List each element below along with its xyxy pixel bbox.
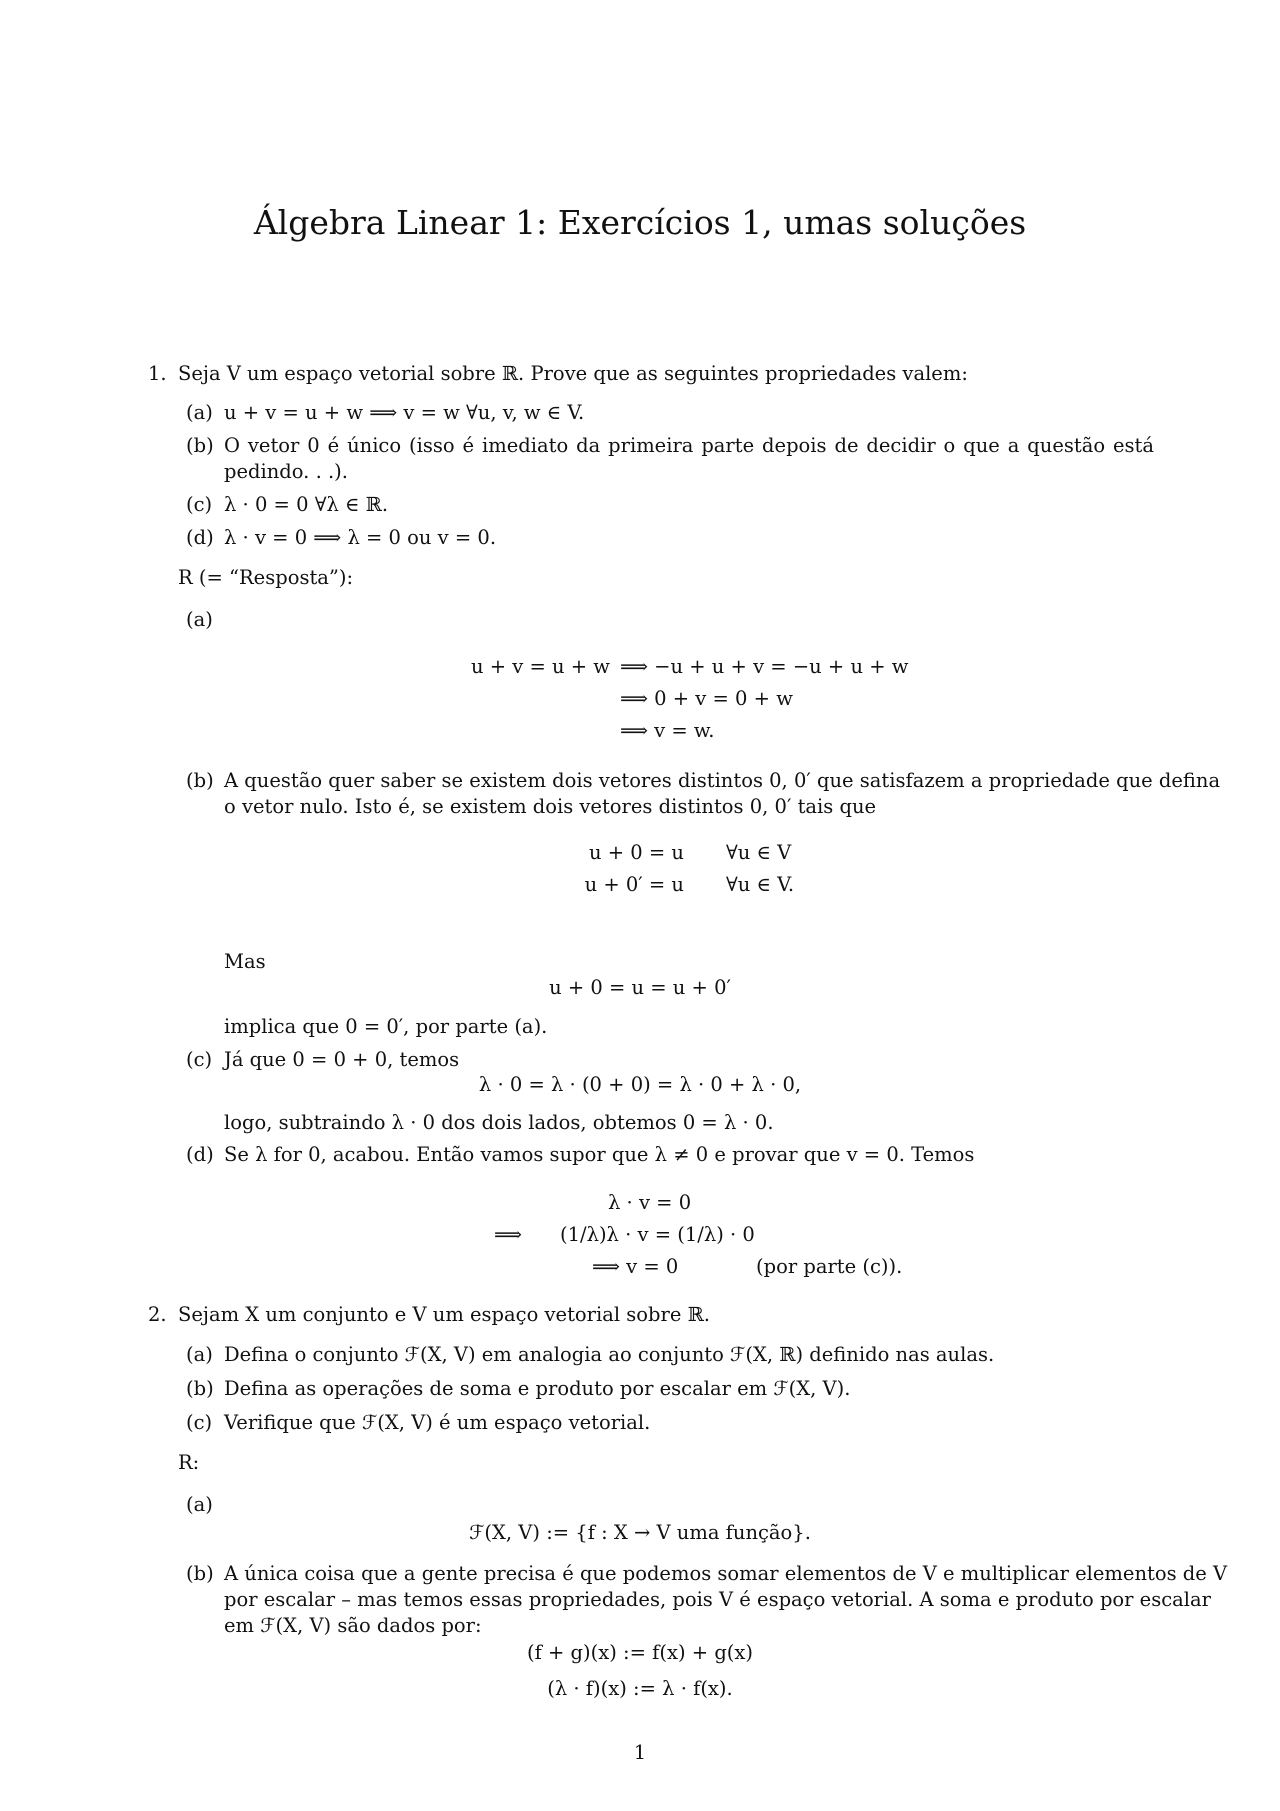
q1-answer-c-conclusion: logo, subtraindo λ · 0 dos dois lados, obtemos 0 = λ · 0.	[224, 1111, 774, 1134]
q1-answer-c-label: (c)	[186, 1048, 213, 1071]
q1-number: 1.	[148, 362, 167, 385]
q2-answer-b-eq1: (f + g)(x) := f(x) + g(x)	[526, 1641, 754, 1664]
q2-item-a-label: (a)	[186, 1343, 213, 1366]
q2-answer-b-line1: A única coisa que a gente precisa é que podemos somar elementos de V e multiplicar elementos de V	[224, 1562, 1228, 1585]
q1-answer-b-conclusion: implica que 0 = 0′, por parte (a).	[224, 1015, 548, 1038]
page-title: Álgebra Linear 1: Exercícios 1, umas soluções	[253, 203, 1027, 242]
q1-statement: Seja V um espaço vetorial sobre ℝ. Prove que as seguintes propriedades valem:	[178, 362, 968, 385]
q2-answer-a-equation: ℱ(X, V) := {f : X → V uma função}.	[469, 1521, 811, 1544]
q2-answer-a-label: (a)	[186, 1493, 213, 1516]
q2-statement: Sejam X um conjunto e V um espaço vetorial sobre ℝ.	[178, 1303, 710, 1326]
q1-answer-b-mas: Mas	[224, 950, 266, 973]
q2-answer-b-eq2: (λ · f)(x) := λ · f(x).	[547, 1677, 733, 1700]
q2-response-heading: R:	[178, 1451, 200, 1474]
q1-answer-b-eq2-rhs: ∀u ∈ V.	[726, 873, 795, 896]
q1-answer-c-text: Já que 0 = 0 + 0, temos	[224, 1048, 460, 1071]
q1-answer-b-line2: o vetor nulo. Isto é, se existem dois vetores distintos 0, 0′ tais que	[224, 795, 877, 818]
q2-answer-b-line3: em ℱ(X, V) são dados por:	[224, 1614, 482, 1637]
q1-answer-d-eq2: (1/λ)λ · v = (1/λ) · 0	[560, 1223, 755, 1246]
q2-item-a-text: Defina o conjunto ℱ(X, V) em analogia ao conjunto ℱ(X, ℝ) definido nas aulas.	[224, 1343, 995, 1366]
q2-item-c-text: Verifique que ℱ(X, V) é um espaço vetorial.	[224, 1411, 651, 1434]
q1-answer-a-label: (a)	[186, 608, 213, 631]
q1-item-c-text: λ · 0 = 0 ∀λ ∈ ℝ.	[224, 493, 389, 516]
q1-answer-c-equation: λ · 0 = λ · (0 + 0) = λ · 0 + λ · 0,	[478, 1073, 802, 1096]
q2-item-b-text: Defina as operações de soma e produto por escalar em ℱ(X, V).	[224, 1377, 851, 1400]
q1-answer-d-label: (d)	[186, 1143, 214, 1166]
page-number: 1	[633, 1741, 647, 1764]
q1-item-b-line1: O vetor 0 é único (isso é imediato da primeira parte depois de decidir o que a questão está	[224, 434, 1154, 457]
q1-answer-d-text: Se λ for 0, acabou. Então vamos supor que λ ≠ 0 e provar que v = 0. Temos	[224, 1143, 975, 1166]
q1-answer-b-eq2-lhs: u + 0′ = u	[584, 873, 684, 896]
q1-item-d-text: λ · v = 0 ⟹ λ = 0 ou v = 0.	[224, 526, 497, 549]
q2-answer-b-label: (b)	[186, 1562, 214, 1585]
q1-answer-a-eq3: ⟹ v = w.	[620, 719, 715, 742]
q1-item-b-line2: pedindo. . .).	[224, 460, 348, 483]
q2-item-c-label: (c)	[186, 1411, 213, 1434]
q1-answer-b-label: (b)	[186, 769, 214, 792]
q1-answer-d-implies: ⟹	[494, 1223, 522, 1246]
q1-item-a-text: u + v = u + w ⟹ v = w ∀u, v, w ∈ V.	[224, 401, 585, 424]
q1-answer-d-eq3: ⟹ v = 0	[592, 1255, 679, 1278]
q2-number: 2.	[148, 1303, 167, 1326]
q1-item-c-label: (c)	[186, 493, 213, 516]
q1-item-d-label: (d)	[186, 526, 214, 549]
q1-item-b-label: (b)	[186, 434, 214, 457]
q2-item-b-label: (b)	[186, 1377, 214, 1400]
q1-item-a-label: (a)	[186, 401, 213, 424]
q2-answer-b-line2: por escalar – mas temos essas propriedades, pois V é espaço vetorial. A soma e produto por escalar	[224, 1588, 1211, 1611]
q1-answer-b-eq1-lhs: u + 0 = u	[589, 841, 684, 864]
q1-answer-b-line1: A questão quer saber se existem dois vetores distintos 0, 0′ que satisfazem a propriedade que defina	[224, 769, 1221, 792]
q1-answer-a-eq1-rhs: ⟹ −u + u + v = −u + u + w	[620, 655, 909, 678]
q1-answer-a-eq1-lhs: u + v = u + w	[470, 655, 610, 678]
q1-answer-b-eq3: u + 0 = u = u + 0′	[549, 976, 731, 999]
q1-answer-b-eq1-rhs: ∀u ∈ V	[726, 841, 792, 864]
q1-answer-a-eq2: ⟹ 0 + v = 0 + w	[620, 687, 793, 710]
q1-response-heading: R (= “Resposta”):	[178, 566, 354, 589]
q1-answer-d-note: (por parte (c)).	[756, 1255, 903, 1278]
q1-answer-d-eq1: λ · v = 0	[608, 1191, 692, 1214]
